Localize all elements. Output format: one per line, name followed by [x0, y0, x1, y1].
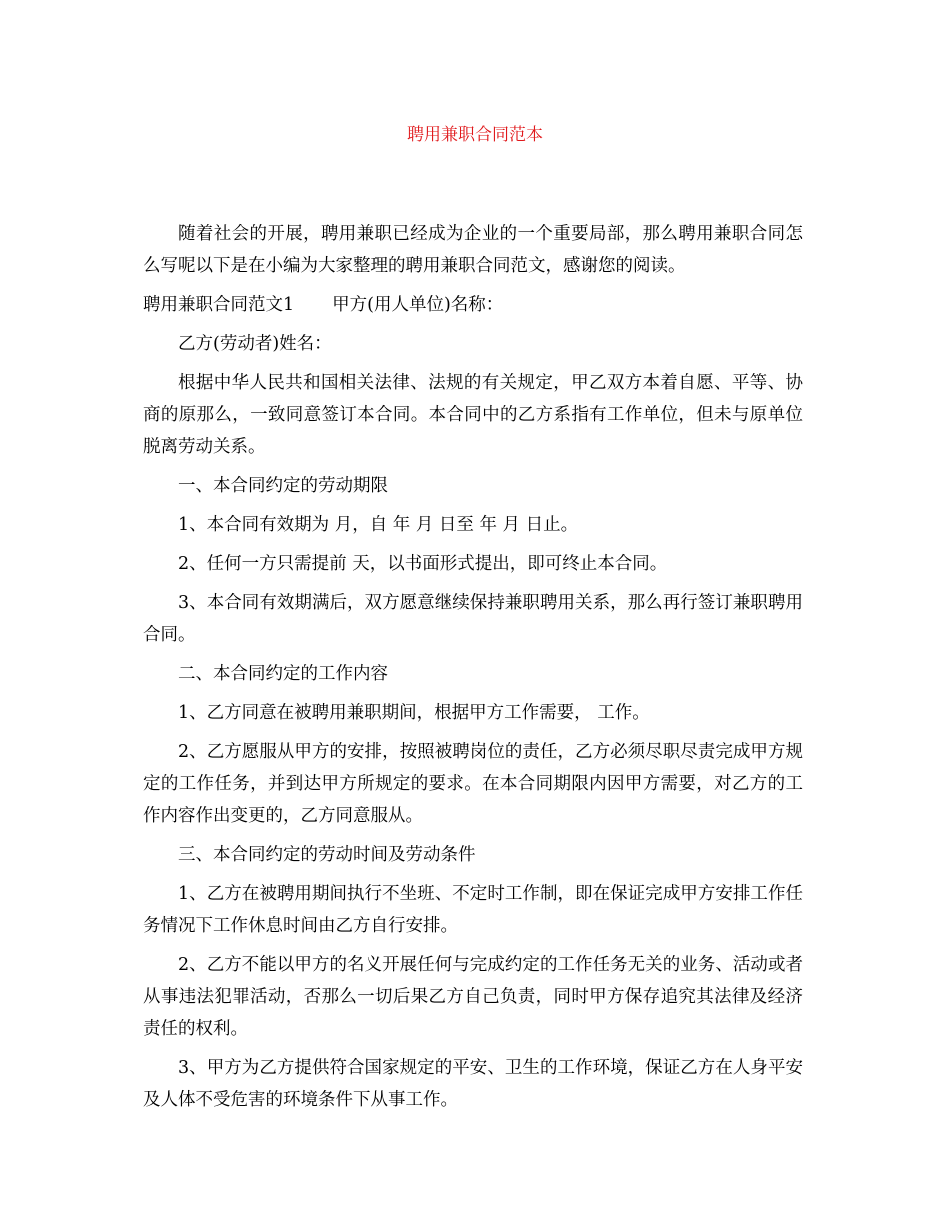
- clause: 2、任何一方只需提前 天，以书面形式提出，即可终止本合同。: [178, 554, 668, 574]
- preamble-paragraph: 根据中华人民共和国相关法律、法规的有关规定，甲乙双方本着自愿、平等、协商的原那么，一致同意签订本合同。本合同中的乙方系指有工作单位，但未与原单位脱离劳动关系。: [143, 373, 803, 457]
- section-heading: 二、本合同约定的工作内容: [178, 664, 388, 684]
- document-body: [143, 218, 803, 1123]
- clause: 3、甲方为乙方提供符合国家规定的平安、卫生的工作环境，保证乙方在人身平安及人体不受危害的环境条件下从事工作。: [143, 1058, 803, 1110]
- clause: 1、乙方同意在被聘用兼职期间，根据甲方工作需要， 工作。: [178, 703, 650, 723]
- clause: 2、乙方愿服从甲方的安排，按照被聘岗位的责任，乙方必须尽职尽责完成甲方规定的工作任务，并到达甲方所规定的要求。在本合同期限内因甲方需要，对乙方的工作内容作出变更的，乙方同意服从。: [143, 742, 803, 826]
- clause: 3、本合同有效期满后，双方愿意继续保持兼职聘用关系，那么再行签订兼职聘用合同。: [143, 593, 803, 645]
- party-b-line: 乙方(劳动者)姓名：: [178, 334, 332, 354]
- clause: 2、乙方不能以甲方的名义开展任何与完成约定的工作任务无关的业务、活动或者从事违法犯罪活动，否那么一切后果乙方自己负责，同时甲方保存追究其法律及经济责任的权利。: [143, 955, 803, 1039]
- intro-paragraph: 随着社会的开展，聘用兼职已经成为企业的一个重要局部，那么聘用兼职合同怎么写呢以下是在小编为大家整理的聘用兼职合同范文，感谢您的阅读。: [143, 224, 803, 276]
- clause: 1、乙方在被聘用期间执行不坐班、不定时工作制，即在保证完成甲方安排工作任务情况下工作休息时间由乙方自行安排。: [143, 884, 803, 936]
- document-title: 聘用兼职合同范本: [407, 125, 543, 145]
- section-heading: 三、本合同约定的劳动时间及劳动条件: [178, 845, 476, 865]
- section-heading: 一、本合同约定的劳动期限: [178, 476, 388, 496]
- sample-label: 聘用兼职合同范文1: [143, 295, 295, 315]
- party-a-line: 甲方(用人单位)名称：: [332, 295, 504, 315]
- clause: 1、本合同有效期为 月，自 年 月 日至 年 月 日止。: [178, 515, 579, 535]
- sample-header-line: [143, 289, 803, 321]
